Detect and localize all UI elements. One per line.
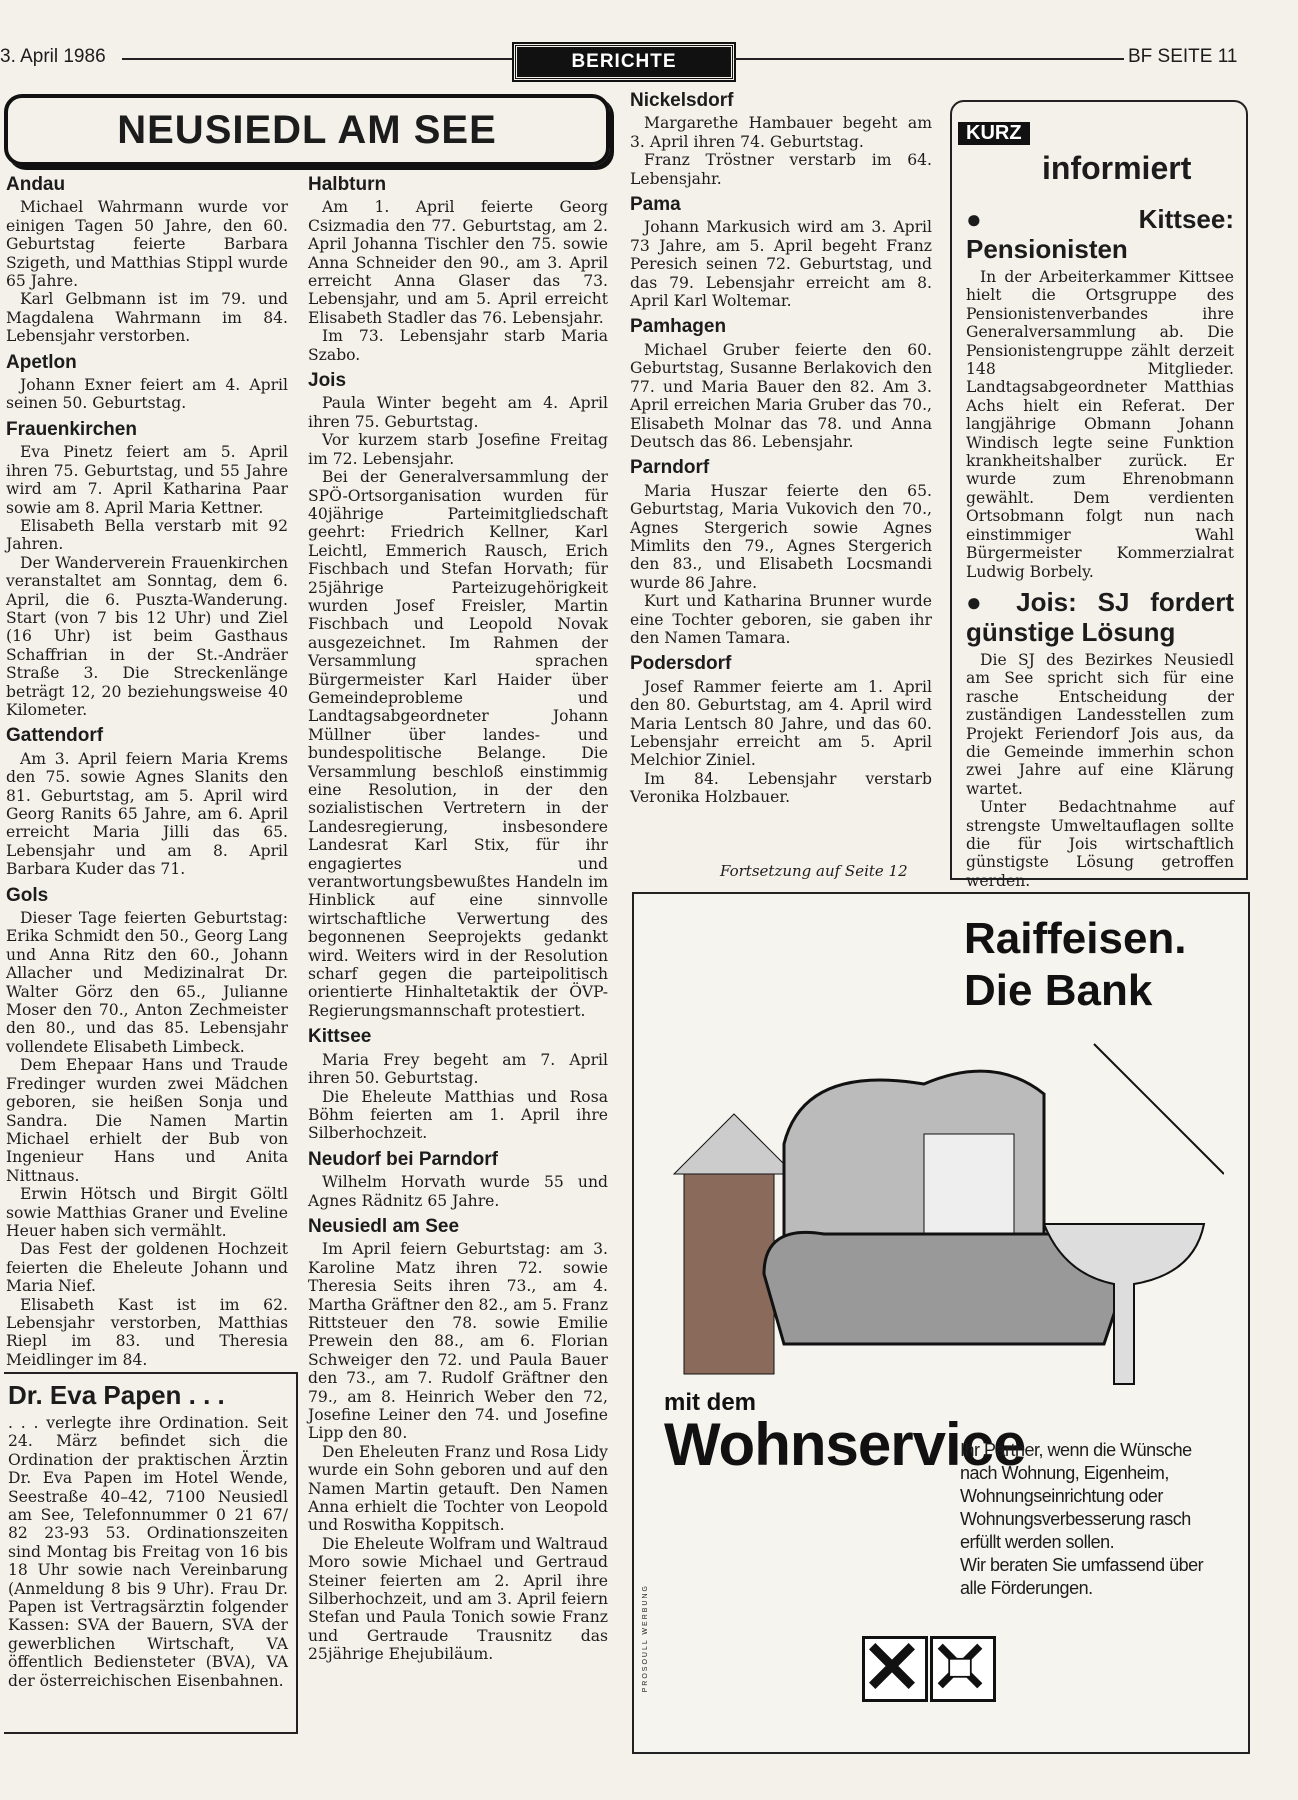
notice-text: . . . verlegte ihre Ordination. Seit 24. März befindet sich die Ordination der praktischen Ärztin Dr. Eva Papen im Hotel Wende, Seestraße 40–42, 7100 Neusiedl am See, Telefonnummer 0 21 67/ 82 23-93 53. Ordinationszeiten sind Montag bis Freitag von 16 bis 18 Uhr sowie nach Vereinbarung (Anmeldung 8 bis 9 Uhr). Frau Dr. Papen ist Vertragsärztin folgender Kassen: SVA der Bauern, SVA der gewerblichen Wirtschaft, VA öffentlich Bediensteter (BVA), VA der österreichischen Eisenbahnen. <box>8 1414 288 1690</box>
header-rule <box>122 58 514 60</box>
bullet-icon: ● <box>966 586 1017 617</box>
article-heading: Pamhagen <box>630 316 727 338</box>
kurz-paragraph: In der Arbeiterkammer Kittsee hielt die Ortsgruppe des Pensionistenverbandes ihre Generalversammlung ab. Die Pensionistengruppe zählt derzeit 148 Mitglieder. Landtagsabgeordneter Matthias Achs hielt ein Referat. Der langjährige Obmann Johann Windisch legte seine Funktion krankheitshalber zurück. Er wurde zum Ehrenobmann gewählt. Dem verdienten Ortsobmann folgt nun nach einstimmiger Wahl Bürgermeister Kommerzialrat Ludwig Borbely. <box>966 268 1234 581</box>
article-heading: Gattendorf <box>6 725 104 747</box>
article-paragraph: Kurt und Katharina Brunner wurde eine Tochter geboren, sie gaben ihr den Namen Tamara. <box>630 592 932 647</box>
article-heading: Jois <box>308 370 347 392</box>
article-paragraph: Am 3. April feiern Maria Krems den 75. sowie Agnes Slanits den 81. Geburtstag, am 5. April wird Georg Ranits 65 Jahre, am 6. April erreicht Maria Jilli das 65. Lebensjahr und am 8. April Barbara Kuder das 71. <box>6 749 288 879</box>
column-2 <box>308 168 608 1664</box>
kurz-informiert-box <box>950 100 1248 890</box>
article-paragraph: Vor kurzem starb Josefine Freitag im 72. Lebensjahr. <box>308 431 608 468</box>
article-heading: Andau <box>6 174 66 195</box>
ad-headline-2: Die Bank <box>964 966 1153 1015</box>
ad-copy-text: Ihr Partner, wenn die Wünsche nach Wohnung, Eigenheim, Wohnungseinrichtung oder Wohnungsverbesserung rasch erfüllt werden sollen. <box>960 1440 1192 1552</box>
header-rule <box>734 58 1124 60</box>
kurz-paragraph: Unter Bedachtnahme auf strengste Umweltauflagen sollte die für Jois wirtschaftlich günstigste Lösung getroffen werden. <box>966 798 1234 890</box>
kurz-paragraph: Die SJ des Bezirkes Neusiedl am See spricht sich für eine rasche Entscheidung der zuständigen Landesstellen zum Projekt Feriendorf Jois aus, da die Gemeinde immerhin schon zwei Jahre auf eine Klärung wartet. <box>966 650 1234 798</box>
article-paragraph: Den Eheleuten Franz und Rosa Lidy wurde ein Sohn geboren und auf den Namen Martin getauft. Den Namen Anna erhielt die Tochter von Leopold und Roswitha Koppitsch. <box>308 1442 608 1535</box>
kurz-title: informiert <box>1042 150 1192 186</box>
article-paragraph: Margarethe Hambauer begeht am 3. April ihren 74. Geburtstag. <box>630 114 932 151</box>
notice-title: Dr. Eva Papen . . . <box>8 1380 225 1410</box>
column-3 <box>630 84 932 807</box>
article-paragraph: Im 84. Lebensjahr verstarb Veronika Holzbauer. <box>630 769 932 807</box>
article-paragraph: Michael Gruber feierte den 60. Geburtstag, Susanne Berlakovich den 77. und Maria Bauer den 82. Am 3. April erreichen Maria Gruber das 70., Elisabeth Molnar das 78. und Anna Deutsch das 86. Lebensjahr. <box>630 340 932 451</box>
article-paragraph: Elisabeth Kast ist im 62. Lebensjahr verstorben, Matthias Riepl im 83. und Theresia Meidlinger im 84. <box>6 1295 288 1369</box>
article-paragraph: Eva Pinetz feiert am 5. April ihren 75. Geburtstag, und 55 Jahre wird am 7. April Katharina Paar sowie am 8. April Maria Kettner. <box>6 443 288 517</box>
kurz-items <box>966 198 1234 890</box>
kurz-item-heading <box>966 204 1234 264</box>
papen-notice <box>4 1372 298 1734</box>
article-paragraph: Johann Exner feiert am 4. April seinen 50. Geburtstag. <box>6 376 288 413</box>
article-heading: Parndorf <box>630 457 710 479</box>
ad-credit: PROSOULL WERBUNG <box>642 1584 649 1693</box>
kurz-tag: KURZ <box>958 122 1030 145</box>
article-paragraph: Maria Huszar feierte den 65. Geburtstag, Maria Vukovich den 70., Agnes Stergerich sowie Agnes Mimlits den 79., Agnes Stergerich den 83., und Elisabeth Locsmandi wurde 86 Jahre. <box>630 481 932 592</box>
article-paragraph: Im 73. Lebensjahr starb Maria Szabo. <box>308 327 608 364</box>
article-paragraph: Paula Winter begeht am 4. April ihren 75. Geburtstag. <box>308 394 608 431</box>
article-paragraph: Dieser Tage feierten Geburtstag: Erika Schmidt den 50., Georg Lang und Anna Ritz den 60., Johann Allacher und Medizinalrat Dr. Walter Görz den 65., Julianne Moser den 70., Anton Zechmeister den 80., und das 85. Lebensjahr vollendete Elisabeth Limbeck. <box>6 909 288 1056</box>
kurz-item-title: Jois: SJ fordert günstige Lösung <box>966 586 1234 647</box>
article-paragraph: Im April feiern Geburtstag: am 3. Karoline Matz ihren 72. sowie Theresia Seits ihren 73., am 4. Martha Gräftner den 82., am 5. Franz Rittsteuer den 78. sowie Emilie Prewein den 88., am 6. Florian Schweiger den 72. und Paula Bauer den 73., am 7. Rudolf Gräftner den 79., am 8. Heinrich Weber den 72, Josefine Leiner den 74. und Josefine Lipp den 80. <box>308 1240 608 1443</box>
sofa-illustration <box>664 1024 1224 1394</box>
house-logo-icon <box>930 1636 996 1702</box>
article-paragraph: Franz Tröstner verstarb im 64. Lebensjahr. <box>630 151 932 188</box>
bullet-icon: ● <box>966 204 1139 234</box>
article-heading: Gols <box>6 884 49 906</box>
article-paragraph: Am 1. April feierte Georg Csizmadia den 77. Geburtstag, am 2. April Johanna Tischler den 75. sowie Anna Schneider den 90., am 3. April erreicht Anna Glaser das 73. Lebensjahr, und am 5. April erreicht Elisabeth Stadler das 76. Lebensjahr. <box>308 198 608 327</box>
article-heading: Neusiedl am See <box>308 1215 460 1237</box>
kurz-item-heading <box>966 587 1234 647</box>
article-paragraph: Die Eheleute Matthias und Rosa Böhm feierten am 1. April ihre Silberhochzeit. <box>308 1087 608 1143</box>
article-paragraph: Karl Gelbmann ist im 79. und Magdalena Wahrmann im 84. Lebensjahr verstorben. <box>6 290 288 346</box>
continued-note: Fortsetzung auf Seite 12 <box>720 862 908 880</box>
article-paragraph: Johann Markusich wird am 3. April 73 Jahre, am 5. April begeht Franz Peresich seinen 72. Geburtstag, und das 79. Lebensjahr erreicht am 8. April Karl Woltemar. <box>630 218 932 311</box>
article-paragraph: Bei der Generalversammlung der SPÖ-Ortsorganisation wurden für 40jährige Parteimitgliedschaft geehrt: Friedrich Kellner, Karl Leichtl, Emmerich Rausch, Erich Fischbach und Stefan Horvath; für 25jährige Parteizugehörigkeit wurden Josef Freisler, Martin Fischbach und Leopold Novak ausgezeichnet. Im Rahmen der Versammlung sprachen Bürgermeister Karl Haider über Gemeindeprobleme und Landtagsabgeordneter Johann Müllner über landes- und bundespolitische Belange. Die Versammlung beschloß einstimmig eine Resolution, in der den sozialistischen Vertretern in der Landesregierung, insbesondere Landesrat Karl Stix, für ihr engagiertes und verantwortungsbewußtes Handeln im Hinblick auf eine sinnvolle wirtschaftliche Verwertung des begonnenen Seeprojekts gedankt wird. Weiters wird in der Resolution scharf gegen die parteipolitisch orientierte Hinhaltetaktik der ÖVP-Regierungsmannschaft protestiert. <box>308 468 608 1020</box>
section-label: BERICHTE <box>514 44 734 80</box>
article-paragraph: Maria Frey begeht am 7. April ihren 50. Geburtstag. <box>308 1050 608 1088</box>
article-paragraph: Der Wanderverein Frauenkirchen veranstaltet am Sonntag, dem 6. April, die 6. Puszta-Wanderung. Start (von 7 bis 12 Uhr) und Ziel (16 Uhr) ist beim Gasthaus Schaffrian in der St.-Andräer Straße 3. Die Streckenlänge beträgt 12, 20 beziehungsweise 40 Kilometer. <box>6 553 288 719</box>
ad-copy <box>960 1439 1230 1600</box>
article-heading: Apetlon <box>6 351 77 373</box>
article-heading: Kittsee <box>308 1026 372 1048</box>
article-heading: Pama <box>630 194 681 216</box>
page-number: BF SEITE 11 <box>1128 46 1238 67</box>
article-paragraph: Michael Wahrmann wurde vor einigen Tagen 50 Jahre, den 60. Geburtstag feierte Barbara Szigeth, und Matthias Stippl wurde 65 Jahre. <box>6 198 288 291</box>
raiffeisen-ad <box>632 892 1250 1754</box>
article-heading: Podersdorf <box>630 653 732 675</box>
article-paragraph: Das Fest der goldenen Hochzeit feierten die Eheleute Johann und Maria Nief. <box>6 1240 288 1296</box>
ad-headline-3: Wohnservice <box>664 1411 1026 1478</box>
article-heading: Frauenkirchen <box>6 418 137 440</box>
ad-copy-text-2: Wir beraten Sie umfassend über alle Förderungen. <box>960 1555 1204 1598</box>
article-heading: Halbturn <box>308 174 387 195</box>
issue-date: 3. April 1986 <box>0 46 106 67</box>
article-paragraph: Erwin Hötsch und Birgit Göltl sowie Matthias Graner und Eveline Heuer haben sich vermählt. <box>6 1185 288 1240</box>
article-paragraph: Wilhelm Horvath wurde 55 und Agnes Rädnitz 65 Jahre. <box>308 1173 608 1210</box>
raiffeisen-logo-icon <box>862 1636 928 1702</box>
article-heading: Nickelsdorf <box>630 90 734 111</box>
article-paragraph: Elisabeth Bella verstarb mit 92 Jahren. <box>6 516 288 554</box>
article-paragraph: Josef Rammer feierte am 1. April den 80. Geburtstag, am 4. April wird Maria Lentsch 80 Jahre, und das 60. Lebensjahr erreicht am 5. April Melchior Ziniel. <box>630 677 932 770</box>
article-paragraph: Dem Ehepaar Hans und Traude Fredinger wurden zwei Mädchen geboren, sie heißen Sonja und Sandra. Die Namen Martin Michael erhielt der Bub von Ingenieur Hans und Anita Nittnaus. <box>6 1056 288 1185</box>
article-heading: Neudorf bei Parndorf <box>308 1148 499 1170</box>
kurz-item-title: Kittsee: Pensionisten <box>966 204 1234 264</box>
article-paragraph: Die Eheleute Wolfram und Waltraud Moro sowie Michael und Gertraud Steiner feierten am 2. April ihre Silberhochzeit, und am 3. April feiern Stefan und Paula Tonich sowie Franz und Gertraude Trausnitz das 25jährige Ehejubiläum. <box>308 1534 608 1664</box>
ad-subline: mit dem <box>664 1389 757 1416</box>
column-1 <box>6 168 288 1369</box>
ad-headline-1: Raiffeisen. <box>964 914 1187 963</box>
region-banner: NEUSIEDL AM SEE <box>4 94 610 166</box>
